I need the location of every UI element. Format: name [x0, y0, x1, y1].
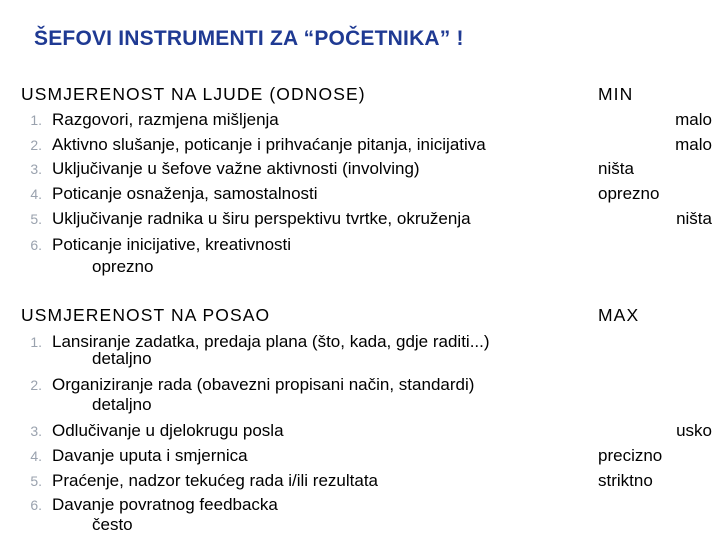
section1-scale-label: MIN	[598, 84, 634, 104]
list-text: Odlučivanje u djelokrugu posla	[52, 421, 284, 440]
list-text: Lansiranje zadatka, predaja plana (što, kada, gdje raditi...)	[52, 332, 490, 351]
item-note: detaljno	[92, 349, 152, 368]
rating-value: malo	[675, 110, 712, 129]
rating-value: malo	[675, 135, 712, 154]
list-number: 5.	[30, 211, 42, 227]
list-text: Poticanje osnaženja, samostalnosti	[52, 184, 318, 203]
rating-value: ništa	[676, 209, 712, 228]
list-text: Aktivno slušanje, poticanje i prihvaćanje pitanja, inicijativa	[52, 135, 486, 154]
list-text: Praćenje, nadzor tekućeg rada i/ili rezultata	[52, 471, 379, 490]
section1-heading: USMJERENOST NA LJUDE (ODNOSE)	[21, 84, 366, 104]
item-note: detaljno	[92, 395, 152, 414]
rating-value: usko	[676, 421, 712, 440]
rating-value: ništa	[598, 159, 634, 178]
list-text: Davanje uputa i smjernica	[52, 446, 248, 465]
list-number: 2.	[30, 377, 42, 393]
rating-value: precizno	[598, 446, 663, 465]
list-number: 6.	[30, 497, 42, 513]
slide-title: ŠEFOVI INSTRUMENTI ZA “POČETNIKA” !	[34, 27, 464, 50]
list-text: Poticanje inicijative, kreativnosti	[52, 235, 292, 254]
rating-value: oprezno	[598, 184, 660, 203]
list-number: 4.	[30, 186, 42, 202]
list-text: Uključivanje radnika u širu perspektivu tvrtke, okruženja	[52, 209, 471, 228]
list-text: Davanje povratnog feedbacka	[52, 495, 278, 514]
list-number: 1.	[30, 112, 42, 128]
section2-scale-label: MAX	[598, 305, 640, 325]
list-text: Organiziranje rada (obavezni propisani način, standardi)	[52, 375, 475, 394]
list-text: Razgovori, razmjena mišljenja	[52, 110, 279, 129]
list-number: 5.	[30, 473, 42, 489]
list-text: Uključivanje u šefove važne aktivnosti (involving)	[52, 159, 420, 178]
section2-heading: USMJERENOST NA POSAO	[21, 305, 271, 325]
list-number: 6.	[30, 237, 42, 253]
list-number: 1.	[30, 334, 42, 350]
item-note: često	[92, 515, 133, 534]
rating-value: striktno	[598, 471, 653, 490]
list-number: 3.	[30, 423, 42, 439]
item-note: oprezno	[92, 257, 154, 276]
list-number: 4.	[30, 448, 42, 464]
list-number: 2.	[30, 137, 42, 153]
list-number: 3.	[30, 161, 42, 177]
